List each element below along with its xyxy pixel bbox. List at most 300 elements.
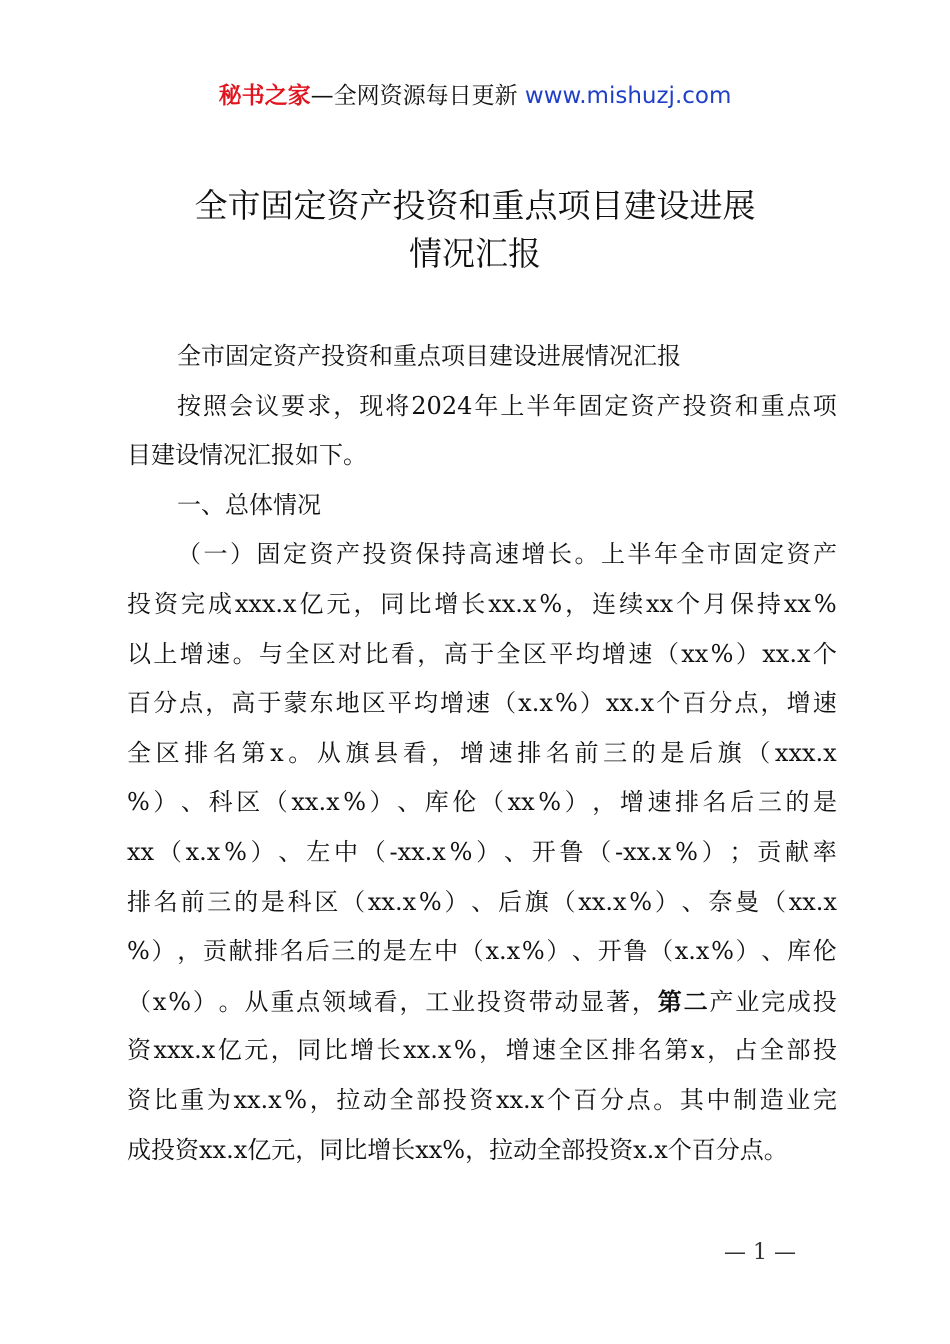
line-text: 看 xyxy=(402,738,427,767)
line-text: 全 xyxy=(680,540,705,569)
line-text: 比 xyxy=(323,1036,348,1065)
paragraph-line xyxy=(127,580,837,630)
line-text: ） xyxy=(564,788,589,817)
line-text: 东 xyxy=(309,689,334,718)
line-text: 重 xyxy=(180,1085,205,1114)
line-text: 业 xyxy=(451,987,476,1016)
paragraph-line xyxy=(127,1126,837,1176)
line-text: 均 xyxy=(575,639,600,668)
line-text: 点 xyxy=(786,391,811,420)
line-text: 元 xyxy=(244,1036,269,1065)
paragraph-line xyxy=(127,481,837,531)
line-text: 投 xyxy=(682,391,707,420)
site-banner xyxy=(0,80,950,112)
line-text: 中 xyxy=(333,837,358,866)
line-text: 三 xyxy=(603,738,628,767)
site-tagline: —全网资源每日更新 xyxy=(310,83,518,109)
line-text: 动 xyxy=(554,987,579,1016)
line-text: 资 xyxy=(469,1085,494,1114)
line-text: 鲁 xyxy=(623,937,648,966)
line-text: ； xyxy=(729,837,754,866)
line-text: 年 xyxy=(474,391,499,420)
line-text: -xx.x xyxy=(615,837,672,866)
line-text: % xyxy=(539,589,563,618)
line-text: 元 xyxy=(326,589,351,618)
line-text: 县 xyxy=(374,738,399,767)
line-text: % xyxy=(711,937,734,966)
line-text: 排 xyxy=(675,788,700,817)
line-text: 资 xyxy=(127,1036,151,1065)
line-text: 名 xyxy=(702,788,727,817)
line-text: ） xyxy=(654,887,679,916)
line-text: ） xyxy=(369,788,394,817)
line-text: xx.x xyxy=(578,887,627,916)
line-text: 速 xyxy=(532,1036,557,1065)
line-text: 区 xyxy=(361,689,386,718)
line-text: xx xyxy=(783,589,811,618)
line-text: 目建设情况汇报如下。 xyxy=(127,441,367,470)
line-text: 是 xyxy=(382,937,407,966)
line-text: 域 xyxy=(347,987,372,1016)
line-text: 分 xyxy=(153,689,178,718)
line-text: 增 xyxy=(439,689,464,718)
paragraph-line xyxy=(127,382,837,432)
line-text: 产 xyxy=(709,987,734,1016)
line-text: % xyxy=(675,837,698,866)
document-title xyxy=(0,182,950,278)
line-text: x.x xyxy=(485,937,521,966)
line-text: x.x xyxy=(518,689,553,718)
line-text: 速 xyxy=(206,639,231,668)
line-text: 的 xyxy=(631,738,656,767)
line-text: 完 xyxy=(812,1085,837,1114)
line-text: ） xyxy=(735,639,760,668)
line-text: （ xyxy=(649,937,674,966)
line-text: % xyxy=(127,788,150,817)
line-text: 第 xyxy=(241,738,266,767)
paragraph-line xyxy=(127,1026,837,1076)
line-text: 为 xyxy=(206,1085,231,1114)
line-text: 点 xyxy=(179,689,204,718)
line-text: 第 xyxy=(664,1036,689,1065)
line-text: 占 xyxy=(733,1036,758,1065)
line-text: 长 xyxy=(461,589,486,618)
line-text: （ xyxy=(654,639,679,668)
line-text: 区 xyxy=(311,639,336,668)
line-text: 增 xyxy=(434,589,459,618)
line-text: 排 xyxy=(611,1036,636,1065)
line-text: 重 xyxy=(760,391,785,420)
line-text: 产 xyxy=(813,540,837,569)
line-text: 定 xyxy=(283,540,307,569)
line-text: 速 xyxy=(466,689,491,718)
paragraph-line xyxy=(127,977,837,1027)
bold-text: 第 xyxy=(657,986,682,1016)
line-text: 排 xyxy=(254,937,279,966)
line-text: 长 xyxy=(548,540,572,569)
line-text: 和 xyxy=(734,391,759,420)
line-text: 拉 xyxy=(336,1085,361,1114)
line-text: % xyxy=(168,987,192,1016)
site-url-link[interactable]: www.mishuzj.com xyxy=(524,83,732,109)
line-text: 高 xyxy=(231,689,256,718)
line-text: 平 xyxy=(549,639,574,668)
line-text: 是 xyxy=(660,738,685,767)
line-text: ） xyxy=(153,788,178,817)
line-text: 资 xyxy=(786,540,811,569)
line-text: 造 xyxy=(759,1085,784,1114)
line-text: 左 xyxy=(408,937,433,966)
line-text: 看 xyxy=(373,987,398,1016)
line-text: 产 xyxy=(656,391,681,420)
line-text: xx.x xyxy=(788,887,837,916)
line-text: （ xyxy=(341,887,366,916)
line-text: xx.x xyxy=(291,788,340,817)
line-text: ， xyxy=(417,639,442,668)
line-text: 连 xyxy=(592,589,617,618)
line-text: 投 xyxy=(127,589,151,618)
line-text: 区 xyxy=(155,738,180,767)
line-text: 资 xyxy=(630,391,655,420)
line-text: 科 xyxy=(287,887,312,916)
line-text: 区 xyxy=(314,887,339,916)
line-text: x.x xyxy=(185,837,221,866)
line-text: 排 xyxy=(127,887,151,916)
line-text: ） xyxy=(444,887,469,916)
line-text: 要 xyxy=(281,391,306,420)
line-text: xx.x xyxy=(367,887,417,916)
line-text: xxx.x xyxy=(774,738,837,767)
line-text: % xyxy=(453,1036,477,1065)
line-text: 议 xyxy=(255,391,280,420)
paragraph-line xyxy=(127,679,837,729)
line-text: 上 xyxy=(500,391,525,420)
line-text: 速 xyxy=(812,689,837,718)
line-text: 求 xyxy=(307,391,332,420)
line-text: 速 xyxy=(628,639,653,668)
line-text: 速 xyxy=(495,540,519,569)
line-text: 中 xyxy=(434,937,459,966)
line-text: 、 xyxy=(761,937,786,966)
line-text: 按 xyxy=(177,391,201,420)
line-text: 排 xyxy=(517,738,542,767)
line-text: ， xyxy=(270,1036,295,1065)
line-text: 蒙 xyxy=(283,689,308,718)
line-text: 动 xyxy=(362,1085,387,1114)
line-text: 于 xyxy=(257,689,282,718)
line-text: xx.x xyxy=(488,589,537,618)
line-text: xx.x xyxy=(605,689,655,718)
line-text: 的 xyxy=(785,788,810,817)
line-text: 库 xyxy=(787,937,812,966)
line-text: 著 xyxy=(606,987,631,1016)
line-text: 点 xyxy=(626,1085,651,1114)
line-text: 完 xyxy=(180,589,205,618)
line-text: 是 xyxy=(813,788,837,817)
paragraph-line xyxy=(127,729,837,779)
paragraph-line xyxy=(127,530,837,580)
paragraph-line xyxy=(127,927,837,977)
line-text: 定 xyxy=(604,391,629,420)
line-text: 。 xyxy=(218,987,243,1016)
line-text: 将 xyxy=(385,391,410,420)
line-text: 的 xyxy=(234,887,259,916)
line-text: ， xyxy=(631,987,656,1016)
line-text: 速 xyxy=(647,788,672,817)
line-text: 平 xyxy=(387,689,412,718)
line-text: ， xyxy=(177,937,202,966)
line-text: 上 xyxy=(153,639,178,668)
line-text: 固 xyxy=(733,540,758,569)
paragraph-line xyxy=(127,1076,837,1126)
line-text: 全 xyxy=(558,1036,583,1065)
line-text: 看 xyxy=(390,639,415,668)
line-text: 2024 xyxy=(411,391,473,420)
line-text: 、 xyxy=(572,937,597,966)
line-text: （ xyxy=(479,788,504,817)
line-text: 高 xyxy=(443,639,468,668)
line-text: 中 xyxy=(706,1085,731,1114)
line-text: ） xyxy=(546,937,571,966)
line-text: 个 xyxy=(656,689,681,718)
line-text: % xyxy=(127,937,150,966)
line-text: 资 xyxy=(708,391,733,420)
line-text: 贡 xyxy=(202,937,227,966)
line-text: 增 xyxy=(179,639,204,668)
line-text: 三 xyxy=(331,937,356,966)
line-text: 年 xyxy=(552,391,577,420)
line-text: ， xyxy=(333,391,358,420)
line-text: 均 xyxy=(413,689,438,718)
line-text: 投 xyxy=(442,1085,467,1114)
paragraph-line xyxy=(127,878,837,928)
line-text: 献 xyxy=(228,937,253,966)
line-text: 投 xyxy=(813,1036,837,1065)
line-text: 旗 xyxy=(345,738,370,767)
line-text: 部 xyxy=(786,1036,811,1065)
line-text: 资 xyxy=(153,589,178,618)
line-text: 与 xyxy=(258,639,283,668)
paragraph-line xyxy=(127,332,837,382)
line-text: 持 xyxy=(442,540,466,569)
line-text: 其 xyxy=(679,1085,704,1114)
line-text: 。 xyxy=(653,1085,678,1114)
line-text: 成 xyxy=(786,987,811,1016)
line-text: 全 xyxy=(496,639,521,668)
line-text: -xx.x xyxy=(389,837,446,866)
line-text: 资 xyxy=(309,540,334,569)
title-line-2: 情况汇报 xyxy=(409,234,541,273)
line-text: 固 xyxy=(578,391,603,420)
line-text: 项 xyxy=(812,391,837,420)
line-text: 完 xyxy=(761,987,786,1016)
line-text: % xyxy=(224,837,247,866)
line-text: 区 xyxy=(522,639,547,668)
line-text: % xyxy=(449,837,473,866)
line-text: 定 xyxy=(760,540,784,569)
line-text: （ xyxy=(177,540,201,569)
line-text: % xyxy=(521,937,545,966)
line-text: 奈 xyxy=(708,887,733,916)
line-text: 名 xyxy=(545,738,570,767)
line-text: 会 xyxy=(229,391,254,420)
line-text: x xyxy=(270,738,284,767)
line-text: xx.x xyxy=(495,1085,545,1114)
line-text: 旗 xyxy=(717,738,742,767)
line-text: 百 xyxy=(127,689,151,718)
line-text: 。 xyxy=(288,738,313,767)
line-text: 区 xyxy=(585,1036,610,1065)
line-text: 科 xyxy=(208,788,233,817)
line-text: 前 xyxy=(574,738,599,767)
line-text: 比 xyxy=(407,589,432,618)
line-text: 名 xyxy=(212,738,237,767)
paragraph-line xyxy=(127,828,837,878)
line-text: （ xyxy=(459,937,484,966)
line-text: 后 xyxy=(689,738,714,767)
line-text: ， xyxy=(565,589,590,618)
line-text: 高 xyxy=(468,540,493,569)
line-text: 地 xyxy=(335,689,360,718)
line-text: 、 xyxy=(181,788,205,817)
title-line-1: 全市固定资产投资和重点项目建设进展 xyxy=(194,186,756,225)
line-text: 市 xyxy=(707,540,731,569)
line-text: ， xyxy=(353,589,378,618)
paragraph-line xyxy=(127,431,837,481)
line-text: 业 xyxy=(735,987,760,1016)
line-text: 、 xyxy=(471,887,496,916)
line-text: 分 xyxy=(708,689,733,718)
line-text: 增 xyxy=(786,689,811,718)
line-text: 部 xyxy=(416,1085,441,1114)
line-text: 以 xyxy=(127,639,151,668)
line-text: 亿 xyxy=(217,1036,242,1065)
line-text: xxx.x xyxy=(234,589,297,618)
line-text: ， xyxy=(309,1085,334,1114)
site-brand: 秘书之家 xyxy=(218,83,311,109)
line-text: 上 xyxy=(601,540,625,569)
line-text: 增 xyxy=(602,639,627,668)
line-text: xx.x xyxy=(233,1085,282,1114)
line-text: 是 xyxy=(260,887,285,916)
line-text: 于 xyxy=(470,639,495,668)
line-text: 投 xyxy=(812,987,837,1016)
line-text: 对 xyxy=(338,639,363,668)
line-text: % xyxy=(710,639,734,668)
line-text: 带 xyxy=(528,987,553,1016)
line-text: % xyxy=(554,689,578,718)
document-body xyxy=(127,332,837,1175)
line-text: 后 xyxy=(305,937,330,966)
line-text: 库 xyxy=(424,788,449,817)
line-text: 资 xyxy=(502,987,527,1016)
line-text: ， xyxy=(592,788,617,817)
line-text: 左 xyxy=(306,837,331,866)
line-text: 率 xyxy=(812,837,837,866)
paragraph-line xyxy=(127,630,837,680)
line-text: ） xyxy=(230,540,254,569)
line-text: % xyxy=(629,887,653,916)
line-text: 增 xyxy=(460,738,485,767)
line-text: 伦 xyxy=(812,937,837,966)
line-text: 个 xyxy=(546,1085,571,1114)
line-text: xx xyxy=(507,788,535,817)
line-text: 一 xyxy=(203,540,228,569)
line-text: ， xyxy=(707,1036,732,1065)
line-text: 名 xyxy=(279,937,304,966)
line-text: 点 xyxy=(296,987,321,1016)
line-text: 工 xyxy=(425,987,450,1016)
line-text: 伦 xyxy=(452,788,477,817)
line-text: ） xyxy=(476,837,501,866)
line-text: 百 xyxy=(573,1085,598,1114)
line-text: 资 xyxy=(389,540,413,569)
line-text: 比 xyxy=(153,1085,178,1114)
line-text: % xyxy=(538,788,562,817)
line-text: （ xyxy=(263,788,288,817)
line-text: 速 xyxy=(488,738,513,767)
bold-text: 二 xyxy=(683,986,708,1016)
line-text: 后 xyxy=(498,887,522,916)
line-text: ， xyxy=(399,987,424,1016)
line-text: % xyxy=(418,887,442,916)
line-text: 持 xyxy=(756,589,781,618)
line-text: 现 xyxy=(359,391,384,420)
line-text: （ xyxy=(492,689,517,718)
line-text: 全 xyxy=(389,1085,414,1114)
line-text: 领 xyxy=(321,987,346,1016)
line-text: ， xyxy=(205,689,230,718)
line-text: 曼 xyxy=(735,887,760,916)
line-text: 业 xyxy=(786,1085,811,1114)
line-text: 增 xyxy=(505,1036,530,1065)
line-text: 点 xyxy=(734,689,759,718)
line-text: ） xyxy=(192,987,217,1016)
line-text: 排 xyxy=(184,738,209,767)
line-text: 全 xyxy=(285,639,310,668)
line-text: ） xyxy=(250,837,275,866)
line-text: 名 xyxy=(153,887,178,916)
line-text: xx.x xyxy=(762,639,811,668)
paragraph-line xyxy=(127,778,837,828)
line-text: 。 xyxy=(232,639,257,668)
line-text: 百 xyxy=(682,689,707,718)
line-text: 开 xyxy=(531,837,556,866)
line-text: 、 xyxy=(278,837,303,866)
line-text: 的 xyxy=(357,937,381,966)
line-text: 个 xyxy=(812,639,837,668)
line-text: 、 xyxy=(397,788,422,817)
line-text: ） xyxy=(701,837,726,866)
line-text: 重 xyxy=(270,987,295,1016)
line-text: 区 xyxy=(236,788,261,817)
line-text: 全 xyxy=(760,1036,785,1065)
line-text: ， xyxy=(431,738,456,767)
line-text: （ xyxy=(361,837,386,866)
line-text: 制 xyxy=(733,1085,758,1114)
line-text: 成投资xx.x亿元，同比增长xx%，拉动全部投资x.x个百分点。 xyxy=(127,1135,788,1164)
line-text: （ xyxy=(551,887,576,916)
line-text: x xyxy=(152,987,167,1016)
line-text: 保 xyxy=(415,540,440,569)
line-text: xx xyxy=(646,589,674,618)
line-text: 全 xyxy=(127,738,151,767)
line-text: 年 xyxy=(654,540,678,569)
line-text: 献 xyxy=(784,837,809,866)
line-text: 前 xyxy=(180,887,205,916)
line-text: （ xyxy=(761,887,786,916)
line-text: 后 xyxy=(730,788,755,817)
